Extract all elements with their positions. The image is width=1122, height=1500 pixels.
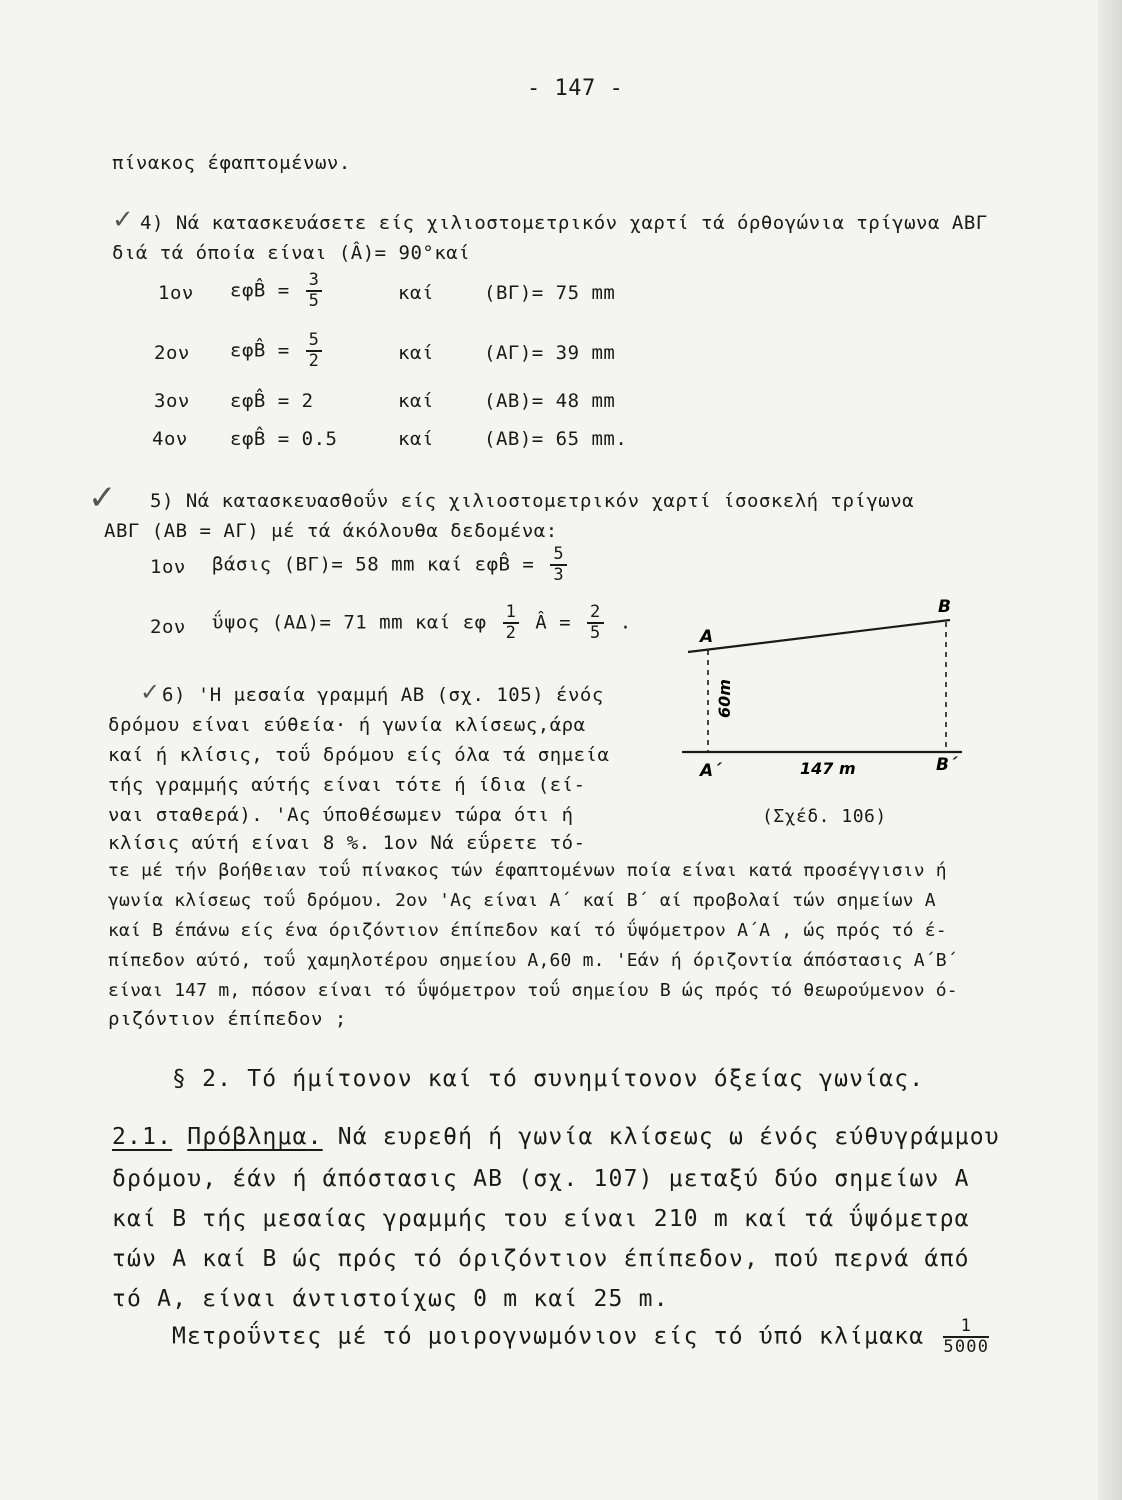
ex4-row2-expr (230, 332, 326, 370)
intro-line: πίνακος έφαπτομένων. (112, 152, 351, 174)
figure-caption: (Σχέδ. 106) (762, 806, 887, 827)
problem-line4: τών Α καί Β ώς πρός τό όριζόντιον έπίπεδον, πού περνά άπό (112, 1246, 970, 1272)
fraction-denominator: 2 (308, 351, 320, 371)
ex5-row2-text-a: ΰψος (ΑΔ)= 71 mm καί εφ (212, 611, 487, 634)
ex5-row2-half-fraction (503, 604, 520, 642)
ex5-row2-ord: 2ον (150, 616, 186, 638)
base-label: 147 m (800, 759, 856, 778)
ex4-row3-ord: 3ον (154, 390, 190, 412)
problem-number: 2.1. (112, 1124, 173, 1150)
ex4-row4-label: εφB̂ = 0.5 (230, 428, 338, 450)
problem-line1 (112, 1124, 1000, 1150)
ex4-line1 (140, 212, 988, 234)
fraction-numerator: 1 (503, 604, 520, 624)
problem-line2: δρόμου, έάν ή άπόστασις ΑΒ (σχ. 107) μεταξύ δύο σημείων Α (112, 1166, 970, 1192)
ex5-row2-expr (212, 604, 632, 642)
page-number: - 147 - (527, 76, 624, 101)
ex6-line2: δρόμου είναι εύθεία· ή γωνία κλίσεως,άρα (108, 714, 586, 736)
problem-title: Πρόβλημα. (187, 1124, 323, 1150)
ex5-row1-ord: 1ον (150, 556, 186, 578)
height-label: 60m (715, 679, 734, 718)
ex6-line8: γωνία κλίσεως τοΰ δρόμου. 2ον 'Ας είναι Α΄ καί Β΄ αί προβολαί τών σημείων Α (108, 890, 936, 911)
checkmark-icon: ✓ (140, 678, 161, 706)
problem-text-line1: Νά ευρεθή ή γωνία κλίσεως ω ένός εύθυγράμμου (337, 1124, 1000, 1150)
fraction-denominator: 5 (590, 623, 601, 643)
ex6-line5: ναι σταθερά). 'Ας ύποθέσωμεν τώρα ότι ή (108, 804, 574, 826)
ex5-row2-tail: . (619, 611, 632, 634)
ex6-text-line1: 'Η μεσαία γραμμή ΑΒ (σχ. 105) ένός (197, 684, 604, 706)
ex6-line12: ριζόντιον έπίπεδον ; (108, 1008, 347, 1030)
problem-line6 (172, 1318, 993, 1356)
ex6-line7: τε μέ τήν βοήθειαν τοΰ πίνακος τών έφαπτομένων ποία είναι κατά προσέγγισιν ή (108, 860, 947, 881)
ex6-number: 6) (162, 684, 186, 706)
ex4-row2-fraction (306, 332, 323, 370)
ex5-row2-fraction (587, 604, 604, 642)
problem-line3: καί Β τής μεσαίας γραμμής του είναι 210 m καί τά ΰψόμετρα (112, 1206, 970, 1232)
ex4-row2-ord: 2ον (154, 342, 190, 364)
figure-106 (670, 590, 970, 790)
ex4-row2-side: (ΑΓ)= 39 mm (484, 342, 616, 364)
ex4-row4-kai: καί (398, 428, 434, 450)
ex6-line3: καί ή κλίσις, τοΰ δρόμου είς όλα τά σημεία (108, 744, 610, 766)
checkmark-icon: ✓ (88, 478, 117, 518)
ex4-row2-kai: καί (398, 342, 434, 364)
ex4-line2: διά τά όποία είναι (Â)= 90°καί (112, 242, 471, 264)
fraction-numerator: 3 (306, 272, 323, 292)
checkmark-icon: ✓ (112, 205, 134, 235)
ex4-number: 4) (140, 212, 164, 234)
label-A-prime: A΄ (700, 761, 721, 781)
ex4-row1-label: εφB̂ = (230, 279, 290, 302)
ex4-row1-fraction (306, 272, 323, 310)
fraction-numerator: 1 (943, 1318, 989, 1338)
page-edge-shadow (1098, 0, 1122, 1500)
ex5-row1-fraction (550, 546, 567, 584)
fraction-numerator: 5 (306, 332, 323, 352)
fraction-numerator: 5 (550, 546, 567, 566)
ex6-line4: τής γραμμής αύτής είναι τότε ή ίδια (εί- (108, 774, 586, 796)
problem-line5: τό Α, είναι άντιστοίχως 0 m καί 25 m. (112, 1286, 669, 1312)
ex5-text-line1: Νά κατασκευασθοΰν είς χιλιοστομετρικόν χαρτί ίσοσκελή τρίγωνα (185, 490, 915, 512)
ex5-row1-expr (212, 546, 571, 584)
ex4-row4-ord: 4ον (152, 428, 188, 450)
scale-fraction (943, 1318, 989, 1356)
fraction-denominator: 3 (553, 565, 565, 585)
ex5-number: 5) (150, 490, 174, 512)
ex4-row4-side: (ΑΒ)= 65 mm. (484, 428, 628, 450)
ex6-line9: καί Β έπάνω είς ένα όριζόντιον έπίπεδον καί τό ΰψόμετρον Α΄Α , ώς πρός τό έ- (108, 920, 947, 941)
ex4-row3-side: (ΑΒ)= 48 mm (484, 390, 616, 412)
ex6-line6: κλίσις αύτή είναι 8 %. 1ον Νά εΰρετε τό- (108, 832, 586, 854)
ex4-text-line1: Νά κατασκευάσετε είς χιλιοστομετρικόν χαρτί τά όρθογώνια τρίγωνα ΑΒΓ (175, 212, 988, 234)
section-heading: § 2. Τό ήμίτονον καί τό συνημίτονον όξείας γωνίας. (172, 1066, 925, 1092)
ex5-row2-text-b: Â = (535, 611, 572, 634)
ex4-row3-kai: καί (398, 390, 434, 412)
ex4-row1-ord: 1ον (158, 282, 194, 304)
fraction-denominator: 5000 (943, 1337, 990, 1357)
ex6-line1 (162, 684, 604, 706)
ex4-row1-expr (230, 272, 326, 310)
ex4-row1-side: (ΒΓ)= 75 mm (484, 282, 616, 304)
ex4-row1-kai: καί (398, 282, 434, 304)
problem-text-line6: Μετροΰντες μέ τό μοιρογνωμόνιον είς τό ύπό κλίμακα (172, 1323, 925, 1350)
label-B: B (938, 597, 951, 617)
ex6-line11: είναι 147 m, πόσον είναι τό ΰψόμετρον τοΰ σημείου Β ώς πρός τό θεωρούμενον ό- (108, 980, 958, 1001)
fraction-numerator: 2 (587, 604, 604, 624)
ex5-line2: ΑΒΓ (ΑΒ = ΑΓ) μέ τά άκόλουθα δεδομένα: (104, 520, 558, 542)
ex4-row3-label: εφB̂ = 2 (230, 390, 314, 412)
label-B-prime: B΄ (936, 755, 957, 775)
ex6-line10: πίπεδον αύτό, τοΰ χαμηλοτέρου σημείου Α,60 m. 'Εάν ή όριζοντία άπόστασις Α΄Β΄ (108, 950, 958, 971)
ex4-row2-label: εφB̂ = (230, 339, 290, 362)
fraction-denominator: 5 (308, 291, 320, 311)
ex5-row1-text: βάσις (ΒΓ)= 58 mm καί εφB̂ = (212, 553, 535, 576)
label-A: A (700, 627, 714, 647)
ex5-line1 (150, 490, 914, 512)
fraction-denominator: 2 (505, 623, 517, 643)
road-line-AB (688, 620, 950, 652)
